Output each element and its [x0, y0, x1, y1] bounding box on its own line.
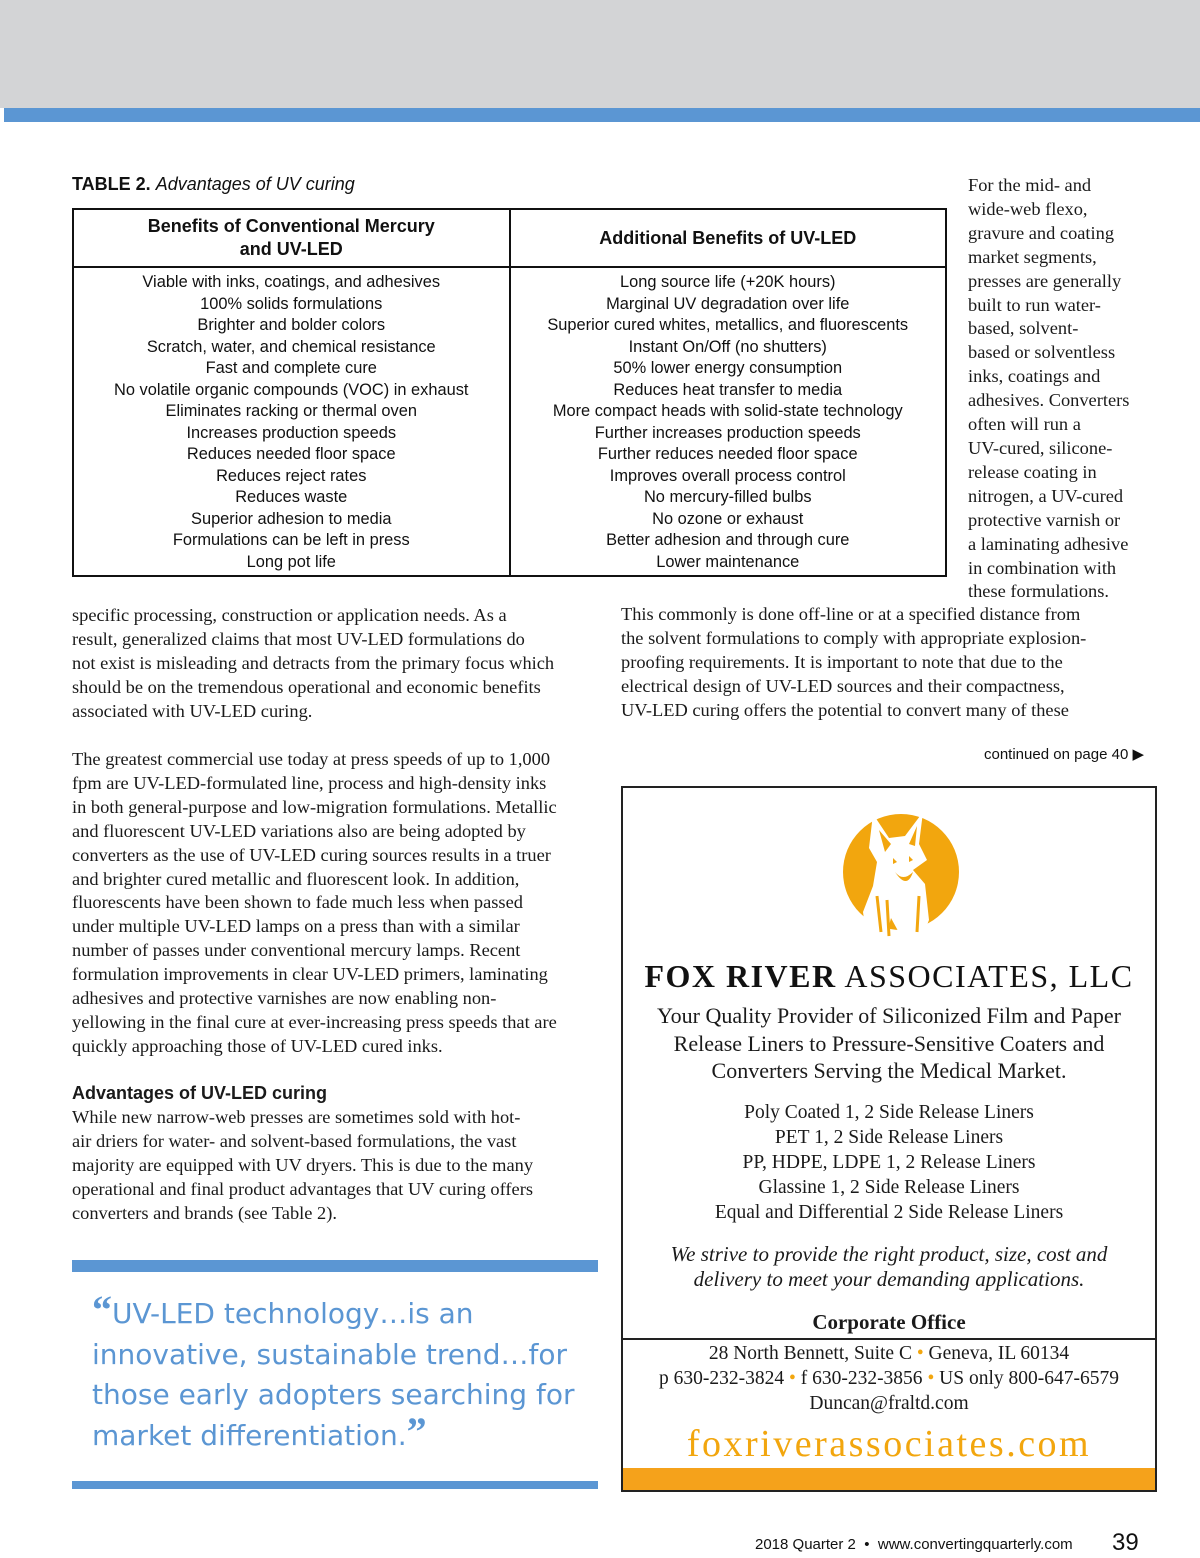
table-cell: Reduces reject rates	[216, 466, 367, 485]
company-motto	[623, 1242, 1155, 1292]
bullet: •	[789, 1368, 796, 1389]
text-line: quickly approaching those of UV-LED cured inks.	[72, 1035, 443, 1056]
text-line: converters and brands (see Table 2).	[72, 1202, 337, 1223]
table-col-conventional	[73, 267, 510, 576]
text-line: electrical design of UV-LED sources and their compactness,	[621, 675, 1065, 696]
text-line: and fluorescent UV-LED variations also are being adopted by	[72, 820, 526, 841]
table-cell: 50% lower energy consumption	[613, 359, 843, 377]
text-line: associated with UV-LED curing.	[72, 700, 313, 721]
text-line: based or solventless	[968, 342, 1116, 363]
table-cell: Superior cured whites, metallics, and fluorescents	[547, 316, 909, 334]
ad-orange-bar	[623, 1468, 1155, 1490]
text-line: fluorescents have been shown to fade much less when passed	[72, 892, 523, 913]
text-line: a laminating adhesive	[968, 533, 1129, 554]
table-cell: Superior adhesion to media	[191, 509, 392, 528]
text-line: market segments,	[968, 246, 1097, 267]
open-quote-mark: “	[92, 1287, 112, 1332]
text-line: fpm are UV-LED-formulated line, process and high-density inks	[72, 772, 547, 793]
text-line: and brighter cured metallic and fluorescent look. In addition,	[72, 868, 520, 889]
continued-link[interactable]: continued on page 40 ▶	[984, 746, 1144, 763]
pull-quote-top-bar	[72, 1260, 598, 1272]
table-cell: Reduces heat transfer to media	[613, 380, 843, 399]
text-line: While new narrow-web presses are sometimes sold with hot-	[72, 1107, 521, 1127]
text-line: yellowing in the final cure at ever-increasing press speeds that are	[72, 1011, 557, 1032]
table-cell: Marginal UV degradation over life	[606, 294, 850, 313]
email-link[interactable]: Duncan@fraltd.com	[809, 1393, 969, 1414]
section-subhead: Advantages of UV-LED curing	[72, 1083, 328, 1103]
header-line: Additional Benefits of UV-LED	[599, 227, 857, 248]
table-cell: Long source life (+20K hours)	[620, 273, 836, 291]
text-line: proofing requirements. It is important to note that due to the	[621, 651, 1063, 672]
text-line: should be on the tremendous operational and economic benefits	[72, 676, 541, 697]
text-line: adhesives. Converters	[968, 390, 1130, 411]
text-line: This commonly is done off-line or at a specified distance from	[621, 604, 1081, 624]
address-street: 28 North Bennett, Suite C	[708, 1343, 912, 1364]
table-cell: No ozone or exhaust	[652, 509, 804, 528]
body-paragraph-right	[621, 603, 1151, 723]
text-line: Release Liners to Pressure-Sensitive Coaters and	[673, 1030, 1105, 1056]
header-line: and UV-LED	[239, 239, 343, 259]
table-cell: Formulations can be left in press	[172, 531, 410, 549]
table-cell: Further reduces needed floor space	[597, 445, 858, 463]
bullet: •	[927, 1368, 935, 1389]
company-name-rest: ASSOCIATES, LLC	[836, 958, 1134, 994]
contact-info	[623, 1341, 1155, 1416]
close-quote-mark: ”	[406, 1408, 427, 1454]
text-line: under multiple UV-LED lamps on a press than with a similar	[72, 916, 520, 937]
fox-river-advertisement	[621, 786, 1157, 1492]
fox-logo-icon	[833, 800, 963, 950]
text-line: gravure and coating	[968, 222, 1115, 243]
text-line: number of passes under conventional mercury lamps. Recent	[72, 940, 521, 961]
text-line: Your Quality Provider of Siliconized Film and Paper	[657, 1003, 1121, 1028]
advantages-table	[72, 208, 947, 577]
text-line: presses are generally	[968, 270, 1122, 291]
table-caption-title: Advantages of UV curing	[155, 174, 355, 194]
table-cell: No volatile organic compounds (VOC) in exhaust	[114, 380, 469, 399]
text-line: release coating in	[968, 461, 1097, 482]
text-line: adhesives and protective varnishes are now enabling non-	[72, 988, 497, 1009]
company-tagline	[623, 1002, 1155, 1085]
header-band	[0, 0, 1200, 108]
table-cell: Reduces waste	[235, 488, 348, 506]
product-item: Glassine 1, 2 Side Release Liners	[758, 1177, 1020, 1198]
table-cell: Improves overall process control	[609, 466, 846, 485]
text-line: UV-LED curing offers the potential to convert many of these	[621, 699, 1069, 720]
body-paragraph-2	[72, 748, 602, 1059]
table-header-conventional	[73, 209, 510, 267]
table-header-uvled	[510, 209, 947, 267]
office-title: Corporate Office	[812, 1310, 966, 1334]
body-paragraph-3	[72, 1106, 602, 1226]
pull-quote-line: UV-LED technology…is an	[112, 1297, 474, 1330]
text-line: in combination with	[968, 557, 1117, 578]
ad-divider	[623, 1338, 1155, 1340]
table-cell: Increases production speeds	[186, 423, 397, 442]
product-item: PET 1, 2 Side Release Liners	[774, 1127, 1004, 1148]
text-line: built to run water-	[968, 294, 1101, 315]
page-number: 39	[1112, 1529, 1139, 1556]
side-column-text	[968, 174, 1158, 604]
table-caption	[72, 174, 355, 195]
table-cell: Further increases production speeds	[594, 423, 861, 442]
phone-number[interactable]: p 630-232-3824	[659, 1368, 785, 1389]
table-caption-label: TABLE 2.	[72, 174, 151, 194]
text-line: specific processing, construction or application needs. As a	[72, 605, 507, 625]
footer-separator: •	[864, 1536, 870, 1553]
text-line: based, solvent-	[968, 318, 1079, 339]
company-name-bold: FOX RIVER	[644, 958, 837, 994]
table-col-uvled	[510, 267, 947, 576]
text-line: operational and final product advantages that UV curing offers	[72, 1178, 533, 1199]
address-city: Geneva, IL 60134	[928, 1343, 1070, 1364]
pull-quote	[92, 1287, 612, 1456]
table-cell: Eliminates racking or thermal oven	[165, 402, 417, 420]
table-cell: Brighter and bolder colors	[197, 316, 386, 334]
company-website-link[interactable]: foxriverassociates.com	[686, 1423, 1092, 1465]
company-name	[623, 958, 1155, 995]
table-cell: 100% solids formulations	[200, 294, 383, 313]
table-cell: Instant On/Off (no shutters)	[628, 337, 827, 356]
pull-quote-line: market differentiation.	[92, 1418, 407, 1452]
product-list	[623, 1100, 1155, 1225]
text-line: result, generalized claims that most UV-LED formulations do	[72, 628, 525, 649]
text-line: converters as the use of UV-LED curing sources results in a truer	[72, 844, 551, 865]
page-footer	[755, 1536, 1073, 1553]
table-cell: Long pot life	[246, 552, 336, 571]
table-cell: Better adhesion and through cure	[606, 531, 850, 549]
product-item: PP, HDPE, LDPE 1, 2 Release Liners	[742, 1152, 1036, 1173]
pull-quote-line: those early adopters searching for	[92, 1378, 575, 1411]
tollfree-number[interactable]: US only 800-647-6579	[939, 1368, 1119, 1389]
header-line: Benefits of Conventional Mercury	[147, 216, 435, 236]
text-line: these formulations.	[968, 581, 1109, 602]
text-line: in both general-purpose and low-migration formulations. Metallic	[72, 796, 557, 817]
table-cell: Scratch, water, and chemical resistance	[146, 337, 436, 356]
text-line: air driers for water- and solvent-based formulations, the vast	[72, 1130, 517, 1151]
table-cell: Lower maintenance	[656, 552, 800, 571]
table-cell: Fast and complete cure	[205, 359, 377, 377]
text-line: We strive to provide the right product, size, cost and	[670, 1242, 1108, 1266]
text-line: Converters Serving the Medical Market.	[711, 1058, 1067, 1083]
pull-quote-line: innovative, sustainable trend…for	[92, 1337, 568, 1371]
issue-label: 2018 Quarter 2	[755, 1536, 856, 1553]
text-line: inks, coatings and	[968, 366, 1101, 387]
text-line: For the mid- and	[968, 175, 1092, 195]
table-cell: No mercury-filled bulbs	[643, 488, 812, 506]
product-item: Poly Coated 1, 2 Side Release Liners	[744, 1102, 1034, 1123]
text-line: often will run a	[968, 414, 1081, 435]
footer-website[interactable]: www.convertingquarterly.com	[877, 1536, 1073, 1553]
text-line: not exist is misleading and detracts from the primary focus which	[72, 652, 555, 673]
text-line: delivery to meet your demanding applications.	[693, 1267, 1085, 1291]
pull-quote-bottom-bar	[72, 1481, 598, 1489]
text-line: formulation improvements in clear UV-LED primers, laminating	[72, 964, 548, 985]
body-paragraph-1	[72, 604, 602, 724]
header-stripe	[4, 108, 1200, 122]
text-line: The greatest commercial use today at press speeds of up to 1,000	[72, 749, 551, 769]
text-line: majority are equipped with UV dryers. This is due to the many	[72, 1154, 534, 1175]
text-line: wide-web flexo,	[968, 198, 1088, 219]
fax-number: f 630-232-3856	[800, 1368, 923, 1389]
text-line: UV-cured, silicone-	[968, 437, 1113, 458]
text-line: the solvent formulations to comply with appropriate explosion-	[621, 627, 1087, 648]
text-line: nitrogen, a UV-cured	[968, 485, 1124, 506]
table-cell: Reduces needed floor space	[186, 445, 396, 463]
table-cell: More compact heads with solid-state technology	[552, 402, 903, 420]
bullet: •	[916, 1343, 924, 1364]
product-item: Equal and Differential 2 Side Release Liners	[714, 1202, 1064, 1223]
text-line: protective varnish or	[968, 509, 1121, 530]
table-cell: Viable with inks, coatings, and adhesives	[142, 273, 441, 291]
